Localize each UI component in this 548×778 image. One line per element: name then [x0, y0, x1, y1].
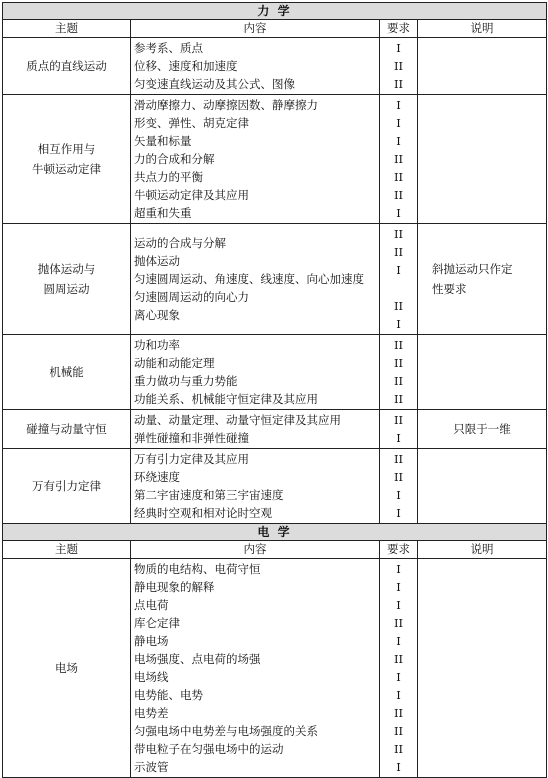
table-row — [3, 410, 547, 449]
content-item: 静电现象的解释 — [134, 580, 215, 594]
requirement-level: II — [393, 188, 404, 202]
content-item: 位移、速度和加速度 — [134, 59, 238, 73]
requirement-level: I — [396, 41, 401, 55]
table-row — [3, 95, 547, 224]
requirement-level: II — [393, 724, 404, 738]
content-item: 滑动摩擦力、动摩擦因数、静摩擦力 — [134, 98, 318, 112]
notes-cell — [418, 410, 547, 449]
header-notes: 说明 — [418, 20, 547, 38]
requirement-level: I — [396, 562, 401, 576]
requirement-cell — [380, 410, 418, 449]
topic-line: 牛顿运动定律 — [32, 162, 101, 176]
requirement-level: I — [396, 688, 401, 702]
header-row — [3, 20, 547, 38]
requirement-level: I — [396, 598, 401, 612]
topic-cell — [3, 335, 131, 410]
requirement-level: II — [393, 652, 404, 666]
topic-cell — [3, 559, 131, 778]
notes-cell — [418, 335, 547, 410]
requirement-level: II — [393, 413, 404, 427]
requirement-cell — [380, 95, 418, 224]
content-item: 功能关系、机械能守恒定律及其应用 — [134, 392, 318, 406]
requirement-cell — [380, 335, 418, 410]
header-row — [3, 541, 547, 559]
header-content: 内容 — [131, 541, 380, 559]
content-cell — [131, 335, 380, 410]
syllabus-table — [2, 2, 547, 778]
requirement-level: I — [396, 670, 401, 684]
notes-cell — [418, 38, 547, 95]
content-item: 力的合成和分解 — [134, 152, 215, 166]
requirement-cell — [380, 224, 418, 335]
content-item: 超重和失重 — [134, 206, 192, 220]
content-item: 离心现象 — [134, 308, 180, 322]
header-topic: 主题 — [3, 20, 131, 38]
requirement-cell — [380, 559, 418, 778]
topic-cell — [3, 224, 131, 335]
topic-cell — [3, 95, 131, 224]
requirement-level: II — [393, 245, 404, 259]
requirement-level: II — [393, 77, 404, 91]
notes-cell — [418, 95, 547, 224]
content-item: 重力做功与重力势能 — [134, 374, 238, 388]
requirement-level: II — [393, 338, 404, 352]
content-item: 电场强度、点电荷的场强 — [134, 652, 261, 666]
topic-line: 碰撞与动量守恒 — [26, 422, 107, 436]
requirement-level: II — [393, 299, 404, 313]
content-item: 示波管 — [134, 760, 169, 774]
topic-line: 相互作用与 — [37, 142, 96, 156]
header-notes: 说明 — [418, 541, 547, 559]
requirement-level: I — [396, 263, 401, 277]
header-content: 内容 — [131, 20, 380, 38]
content-item: 动量、动量定理、动量守恒定律及其应用 — [134, 413, 341, 427]
content-cell — [131, 559, 380, 778]
content-cell — [131, 38, 380, 95]
requirement-level: II — [393, 616, 404, 630]
content-item: 形变、弹性、胡克定律 — [134, 116, 249, 130]
content-item: 运动的合成与分解 — [134, 236, 226, 250]
notes-cell — [418, 224, 547, 335]
content-item: 参考系、质点 — [134, 41, 203, 55]
notes-cell — [418, 449, 547, 524]
section-title-row-mechanics — [3, 3, 547, 20]
content-item: 牛顿运动定律及其应用 — [134, 188, 249, 202]
note-line: 只限于一维 — [453, 422, 511, 436]
content-item: 共点力的平衡 — [134, 170, 203, 184]
topic-cell — [3, 38, 131, 95]
content-cell — [131, 449, 380, 524]
section-title-row-electricity — [3, 524, 547, 541]
content-item: 匀速圆周运动的向心力 — [134, 290, 249, 304]
content-item: 匀变速直线运动及其公式、图像 — [134, 77, 295, 91]
content-item: 电势差 — [134, 706, 169, 720]
section-title: 力 学 — [3, 3, 547, 20]
requirement-level: II — [393, 227, 404, 241]
table-row — [3, 335, 547, 410]
table-row — [3, 449, 547, 524]
requirement-level: I — [396, 431, 401, 445]
requirement-level — [380, 279, 417, 297]
content-item: 万有引力定律及其应用 — [134, 452, 249, 466]
requirement-level: II — [393, 170, 404, 184]
requirement-level: II — [393, 152, 404, 166]
header-topic: 主题 — [3, 541, 131, 559]
content-item: 匀强电场中电势差与电场强度的关系 — [134, 724, 318, 738]
content-item: 第二宇宙速度和第三宇宙速度 — [134, 488, 284, 502]
requirement-level: I — [396, 634, 401, 648]
requirement-level: I — [396, 488, 401, 502]
header-requirement: 要求 — [380, 541, 418, 559]
content-cell — [131, 410, 380, 449]
content-item: 动能和动能定理 — [134, 356, 215, 370]
content-item: 点电荷 — [134, 598, 169, 612]
content-item: 带电粒子在匀强电场中的运动 — [134, 742, 284, 756]
requirement-level: II — [393, 452, 404, 466]
note-line: 斜抛运动只作定 — [432, 262, 513, 276]
requirement-level: I — [396, 317, 401, 331]
requirement-level: II — [393, 59, 404, 73]
content-cell — [131, 224, 380, 335]
requirement-cell — [380, 449, 418, 524]
notes-cell — [418, 559, 547, 778]
topic-line: 抛体运动与 — [37, 262, 96, 276]
topic-cell — [3, 449, 131, 524]
requirement-level: I — [396, 760, 401, 774]
content-item: 电势能、电势 — [134, 688, 203, 702]
requirement-level: II — [393, 356, 404, 370]
content-item: 物质的电结构、电荷守恒 — [134, 562, 261, 576]
content-item: 环绕速度 — [134, 470, 180, 484]
table-row — [3, 38, 547, 95]
requirement-level: II — [393, 374, 404, 388]
requirement-level: I — [396, 116, 401, 130]
content-item: 电场线 — [134, 670, 169, 684]
topic-line: 万有引力定律 — [32, 479, 101, 493]
topic-line: 机械能 — [49, 365, 84, 379]
requirement-cell — [380, 38, 418, 95]
requirement-level: II — [393, 392, 404, 406]
content-cell — [131, 95, 380, 224]
content-item: 库仑定律 — [134, 616, 180, 630]
note-line: 性要求 — [432, 282, 467, 296]
content-item: 匀速圆周运动、角速度、线速度、向心加速度 — [134, 272, 364, 286]
requirement-level: I — [396, 134, 401, 148]
content-item: 抛体运动 — [134, 254, 180, 268]
section-title: 电 学 — [3, 524, 547, 541]
requirement-level: II — [393, 742, 404, 756]
table-row — [3, 559, 547, 778]
topic-cell — [3, 410, 131, 449]
requirement-level: I — [396, 206, 401, 220]
requirement-level: I — [396, 506, 401, 520]
requirement-level: II — [393, 470, 404, 484]
content-item: 矢量和标量 — [134, 134, 192, 148]
content-item: 弹性碰撞和非弹性碰撞 — [134, 431, 249, 445]
topic-line: 电场 — [55, 661, 78, 675]
requirement-level: I — [396, 98, 401, 112]
topic-line: 圆周运动 — [43, 282, 90, 296]
content-item: 经典时空观和相对论时空观 — [134, 506, 272, 520]
requirement-level: I — [396, 580, 401, 594]
requirement-level: II — [393, 706, 404, 720]
topic-line: 质点的直线运动 — [26, 59, 107, 73]
header-requirement: 要求 — [380, 20, 418, 38]
content-item: 功和功率 — [134, 338, 180, 352]
content-item: 静电场 — [134, 634, 169, 648]
table-row — [3, 224, 547, 335]
